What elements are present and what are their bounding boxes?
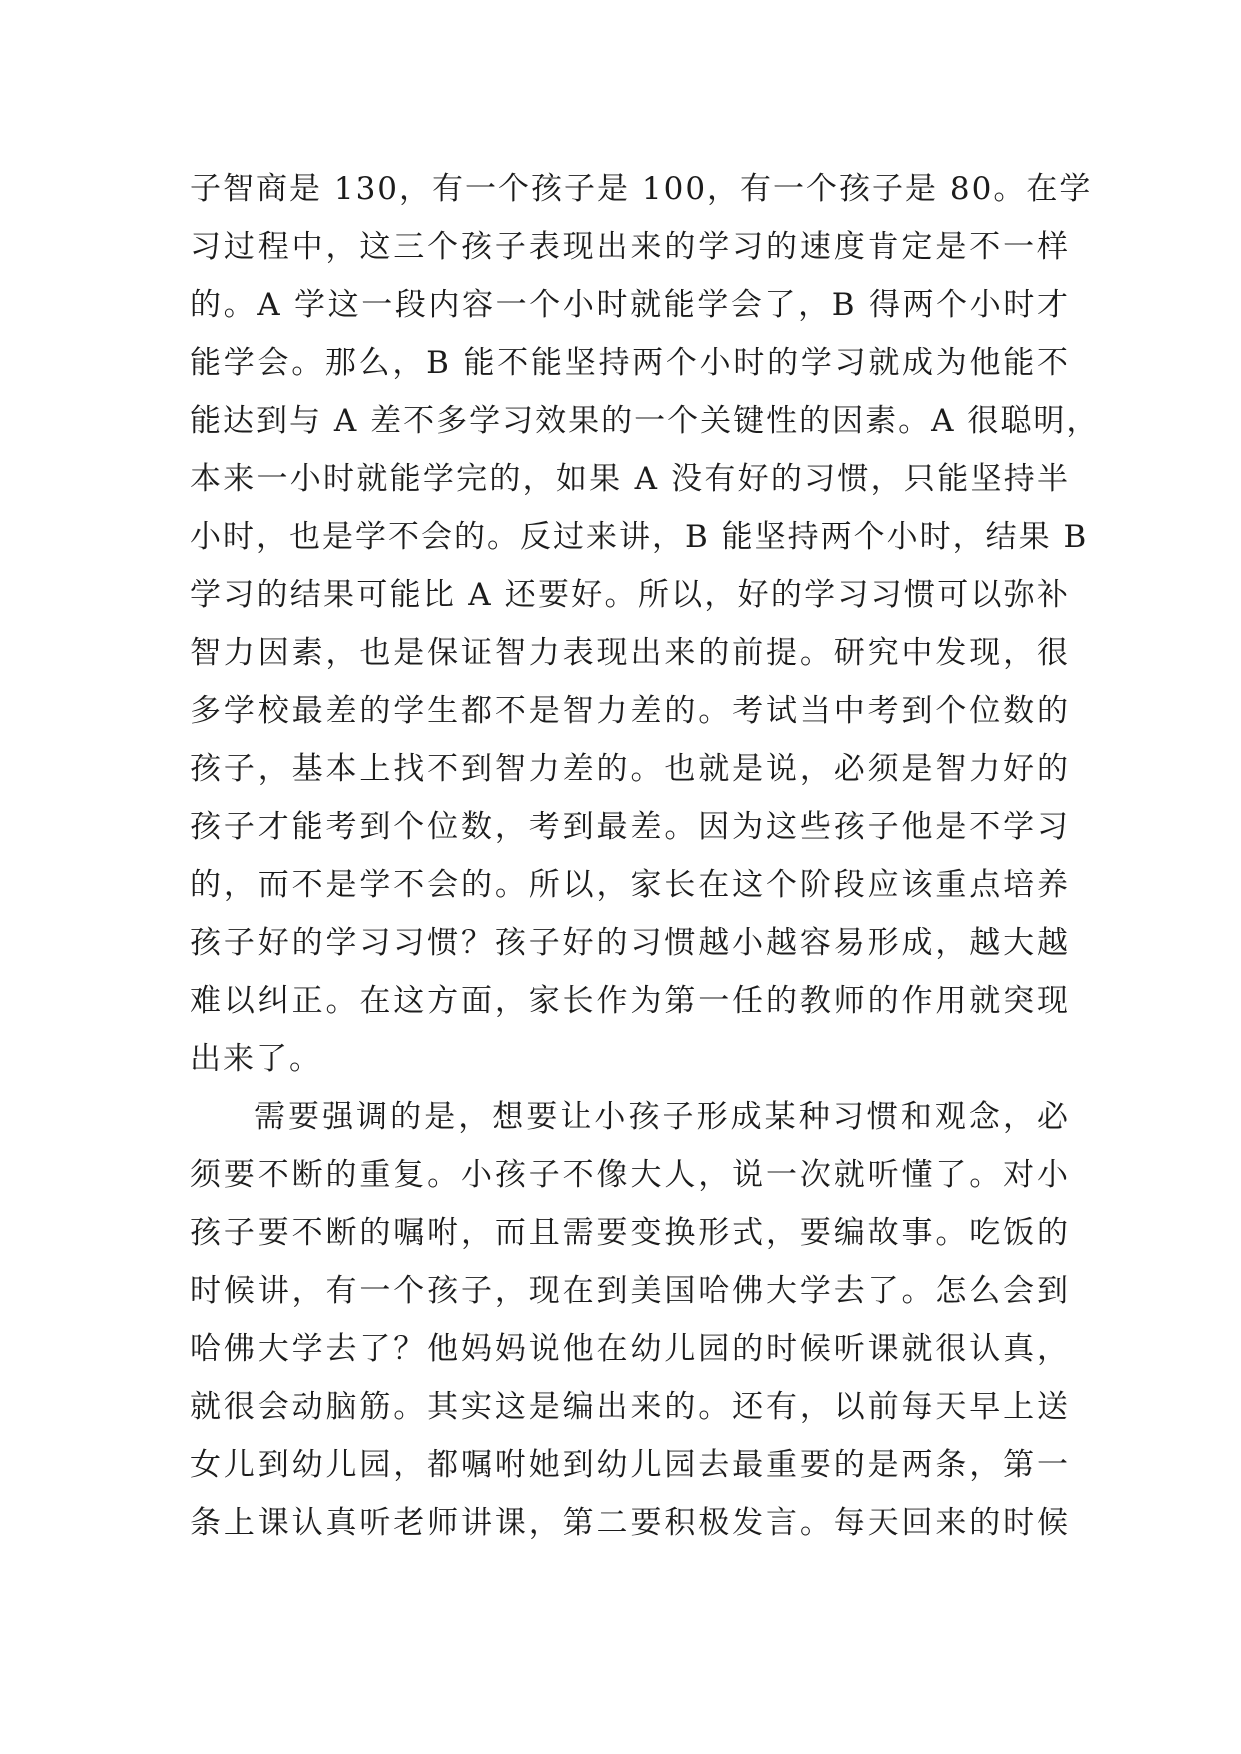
text-line: 孩子，基本上找不到智力差的。也就是说，必须是智力好的 [190, 751, 1070, 787]
text-line: 难以纠正。在这方面，家长作为第一任的教师的作用就突现 [190, 983, 1070, 1019]
paragraph-1 [190, 160, 1100, 1088]
text-line: 能学会。那么，B 能不能坚持两个小时的学习就成为他能不 [190, 345, 1070, 381]
text-line: 就很会动脑筋。其实这是编出来的。还有，以前每天早上送 [190, 1389, 1070, 1425]
text-line: 本来一小时就能学完的，如果 A 没有好的习惯，只能坚持半 [190, 461, 1070, 497]
text-line: 时候讲，有一个孩子，现在到美国哈佛大学去了。怎么会到 [190, 1273, 1070, 1309]
text-line: 的，而不是学不会的。所以，家长在这个阶段应该重点培养 [190, 867, 1070, 903]
paragraph-2 [190, 1088, 1070, 1552]
text-line: 出来了。 [190, 1041, 322, 1077]
text-line: 哈佛大学去了？他妈妈说他在幼儿园的时候听课就很认真， [190, 1331, 1070, 1367]
text-line: 孩子好的学习习惯？孩子好的习惯越小越容易形成，越大越 [190, 925, 1070, 961]
text-line: 孩子要不断的嘱咐，而且需要变换形式，要编故事。吃饭的 [190, 1215, 1070, 1251]
text-line: 子智商是 130，有一个孩子是 100，有一个孩子是 80。在学 [190, 171, 1093, 207]
text-line: 多学校最差的学生都不是智力差的。考试当中考到个位数的 [190, 693, 1070, 729]
text-line: 需要强调的是，想要让小孩子形成某种习惯和观念，必 [254, 1099, 1070, 1135]
text-line: 习过程中，这三个孩子表现出来的学习的速度肯定是不一样 [190, 229, 1070, 265]
text-line: 能达到与 A 差不多学习效果的一个关键性的因素。A 很聪明， [190, 403, 1100, 439]
text-line: 的。A 学这一段内容一个小时就能学会了，B 得两个小时才 [190, 287, 1070, 323]
text-line: 小时，也是学不会的。反过来讲，B 能坚持两个小时，结果 B [190, 519, 1089, 555]
text-line: 女儿到幼儿园，都嘱咐她到幼儿园去最重要的是两条，第一 [190, 1447, 1070, 1483]
text-line: 孩子才能考到个位数，考到最差。因为这些孩子他是不学习 [190, 809, 1070, 845]
document-body [190, 160, 1100, 1552]
text-line: 学习的结果可能比 A 还要好。所以，好的学习习惯可以弥补 [190, 577, 1070, 613]
text-line: 智力因素，也是保证智力表现出来的前提。研究中发现，很 [190, 635, 1070, 671]
text-line: 条上课认真听老师讲课，第二要积极发言。每天回来的时候 [190, 1505, 1070, 1541]
text-line: 须要不断的重复。小孩子不像大人，说一次就听懂了。对小 [190, 1157, 1070, 1193]
